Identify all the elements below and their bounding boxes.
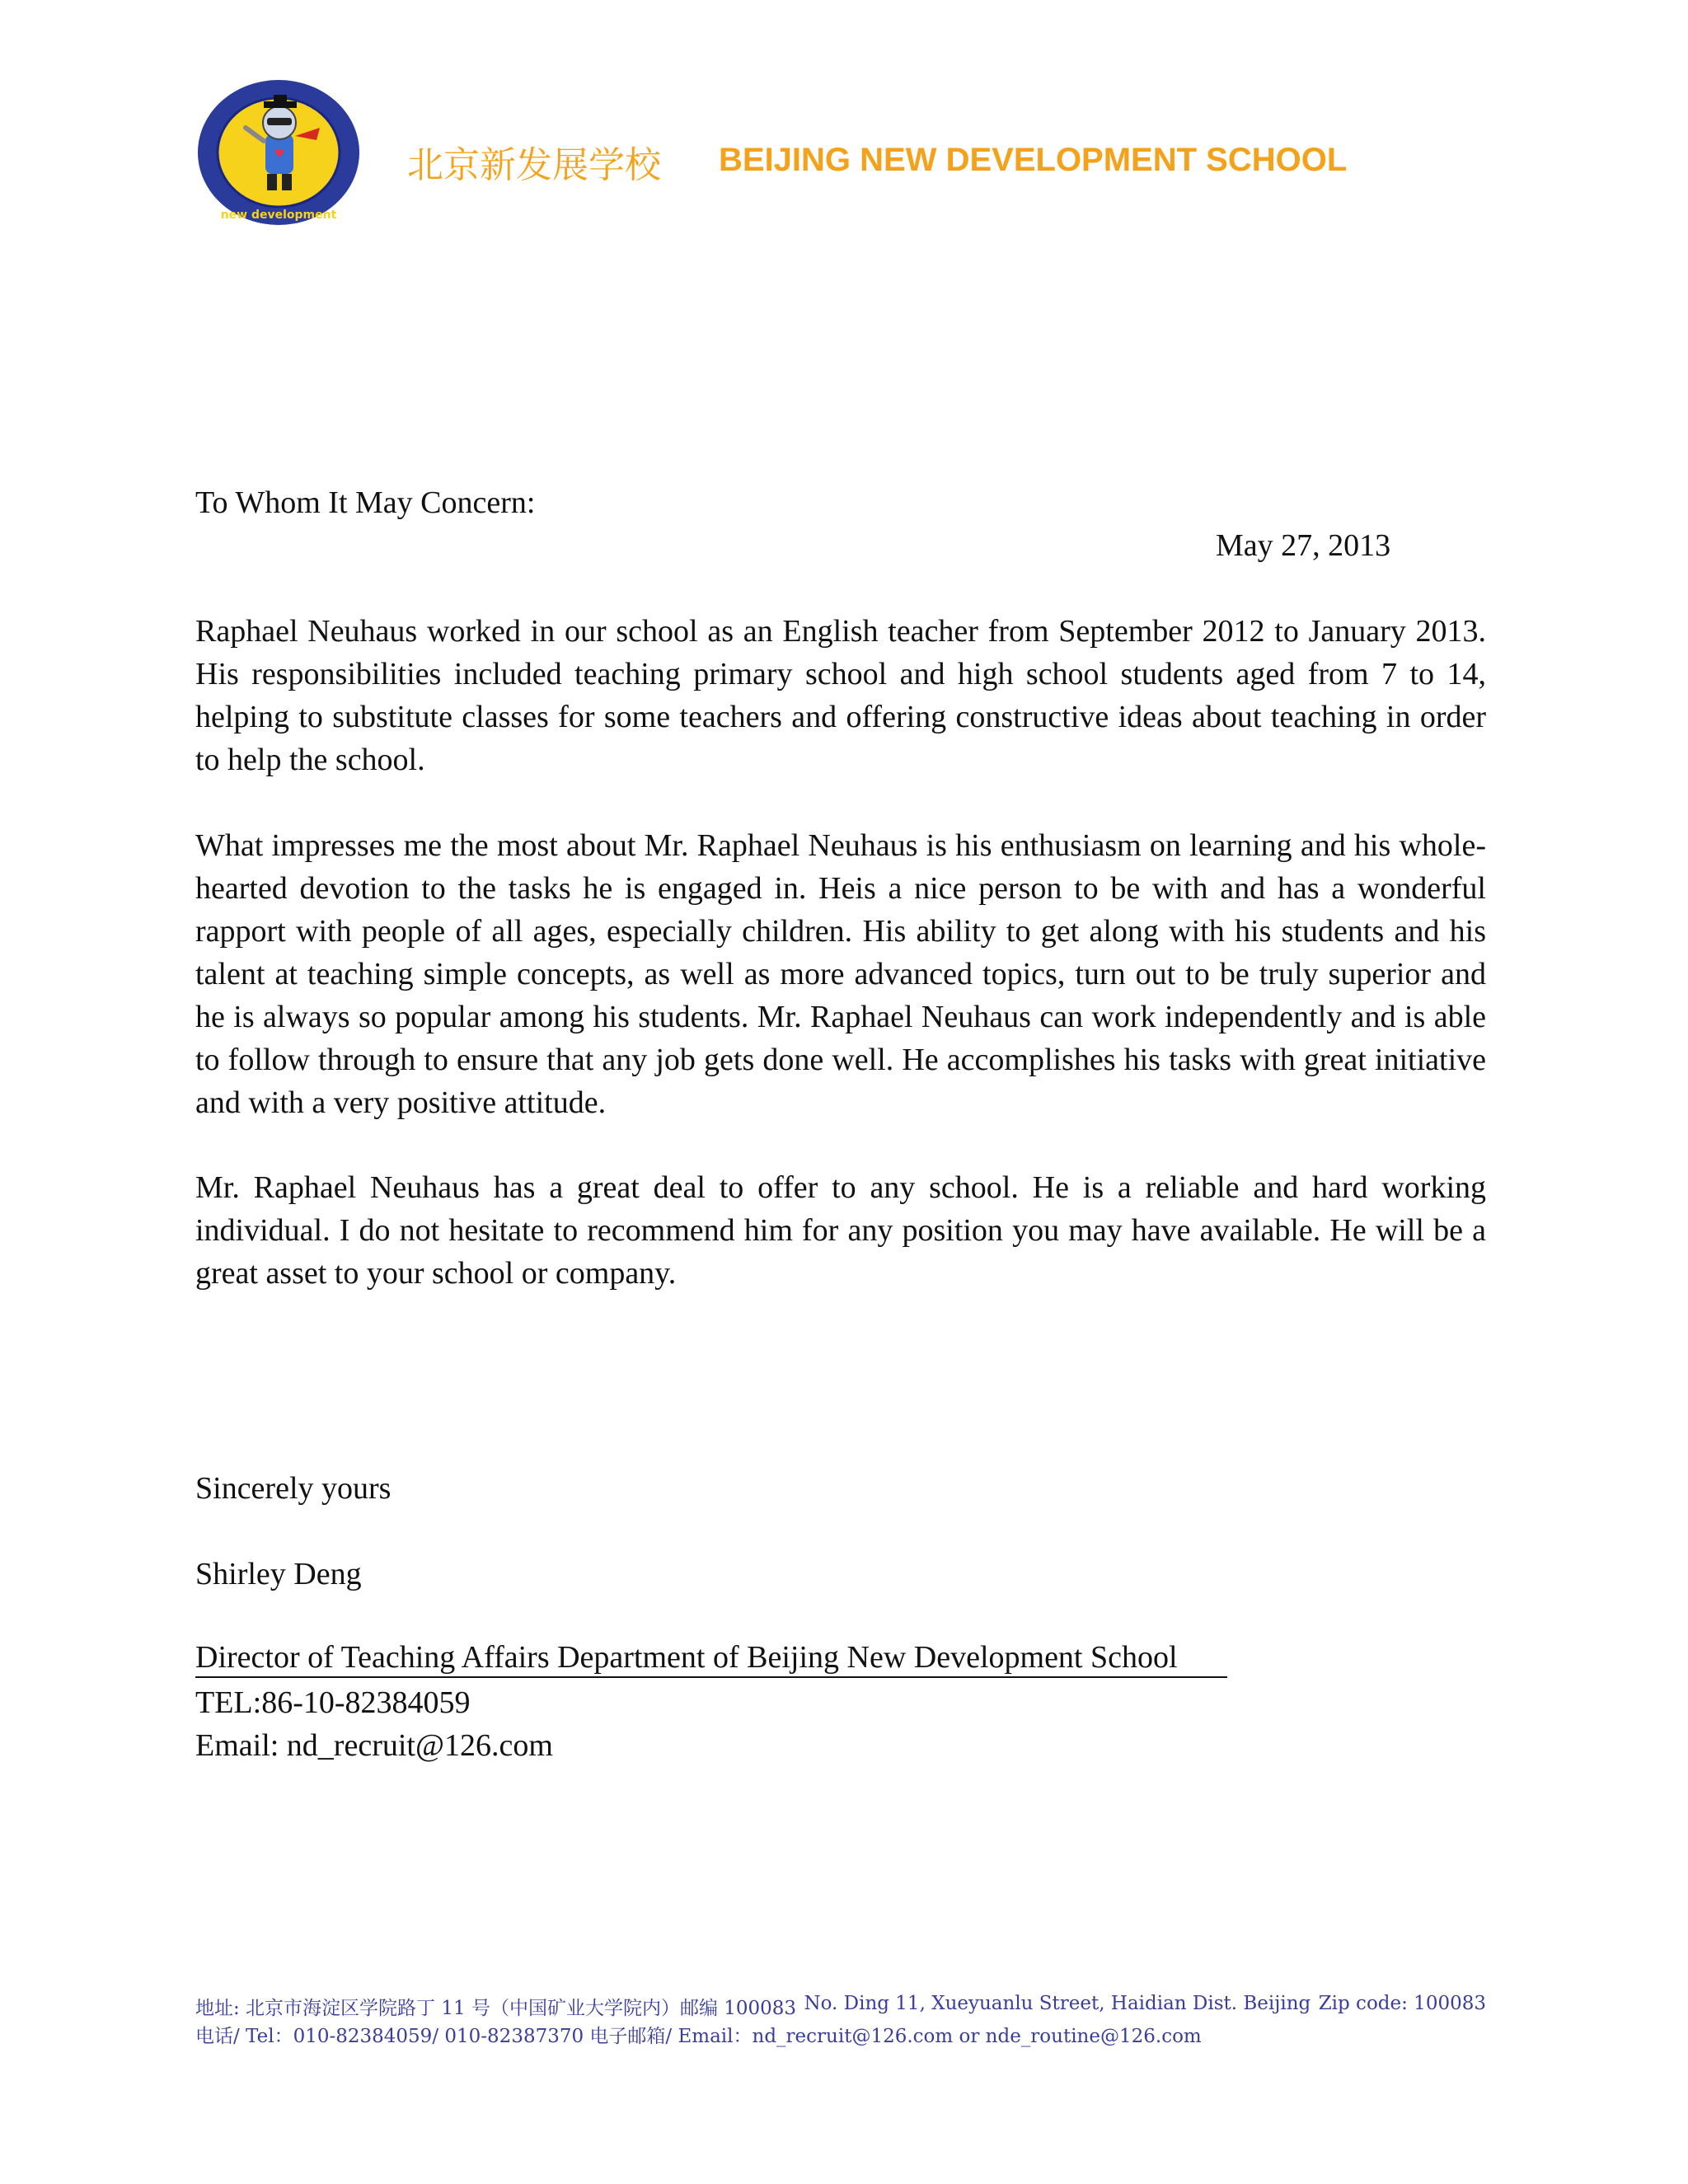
letter-paragraph-3: Mr. Raphael Neuhaus has a great deal to offer to any school. He is a reliable and hard working individual. I do not hesitate to recommend him for any position you may have available. He will be a great asset to your school or company. xyxy=(195,1170,1486,1291)
contact-email: Email: nd_recruit@126.com xyxy=(195,1728,553,1763)
school-name-en: BEIJING NEW DEVELOPMENT SCHOOL xyxy=(719,142,1348,178)
footer-address-line xyxy=(195,1993,1486,2020)
letter-date: May 27, 2013 xyxy=(1216,528,1391,563)
letter-paragraph-2: What impresses me the most about Mr. Raphael Neuhaus is his enthusiasm on learning and his whole-hearted devotion to the tasks he is engaged in. Heis a nice person to be with and has a wonderful rapport with people of all ages, especially children. His ability to get along with his students and his talent at teaching simple concepts, as well as more advanced topics, turn out to be truly superior and he is always so popular among his students. Mr. Raphael Neuhaus can work independently and is able to follow through to ensure that any job gets done well. He accomplishes his tasks with great initiative and with a very positive attitude. xyxy=(195,828,1486,1120)
school-logo-icon xyxy=(196,78,361,227)
signer-name: Shirley Deng xyxy=(195,1557,362,1591)
letter-closing: Sincerely yours xyxy=(195,1471,392,1506)
letter-paragraph-1: Raphael Neuhaus worked in our school as an English teacher from September 2012 to January 2013. His responsibilities included teaching primary school and high school students aged from 7 to 14, helping to substitute classes for some teachers and offering constructive ideas about teaching in order to help the school. xyxy=(195,614,1486,777)
letter-salutation: To Whom It May Concern: xyxy=(195,485,536,520)
footer-zip: Zip code: 100083 xyxy=(1318,1993,1486,2014)
footer-contact: 电话/ Tel：010-82384059/ 010-82387370 电子邮箱/ Email：nd_recruit@126.com or nde_routine@126.com xyxy=(195,2026,1202,2047)
contact-tel: TEL:86-10-82384059 xyxy=(195,1685,471,1720)
school-name-cn: 北京新发展学校 xyxy=(407,144,661,186)
svg-text:new development: new development xyxy=(220,209,337,222)
footer-address-cn: 地址: 北京市海淀区学院路丁 11 号（中国矿业大学院内）邮编 100083 xyxy=(195,1998,797,2019)
signer-title: Director of Teaching Affairs Department of Beijing New Development School xyxy=(195,1638,1227,1678)
footer-address-en: No. Ding 11, Xueyuanlu Street, Haidian Dist. Beijing xyxy=(804,1993,1311,2014)
